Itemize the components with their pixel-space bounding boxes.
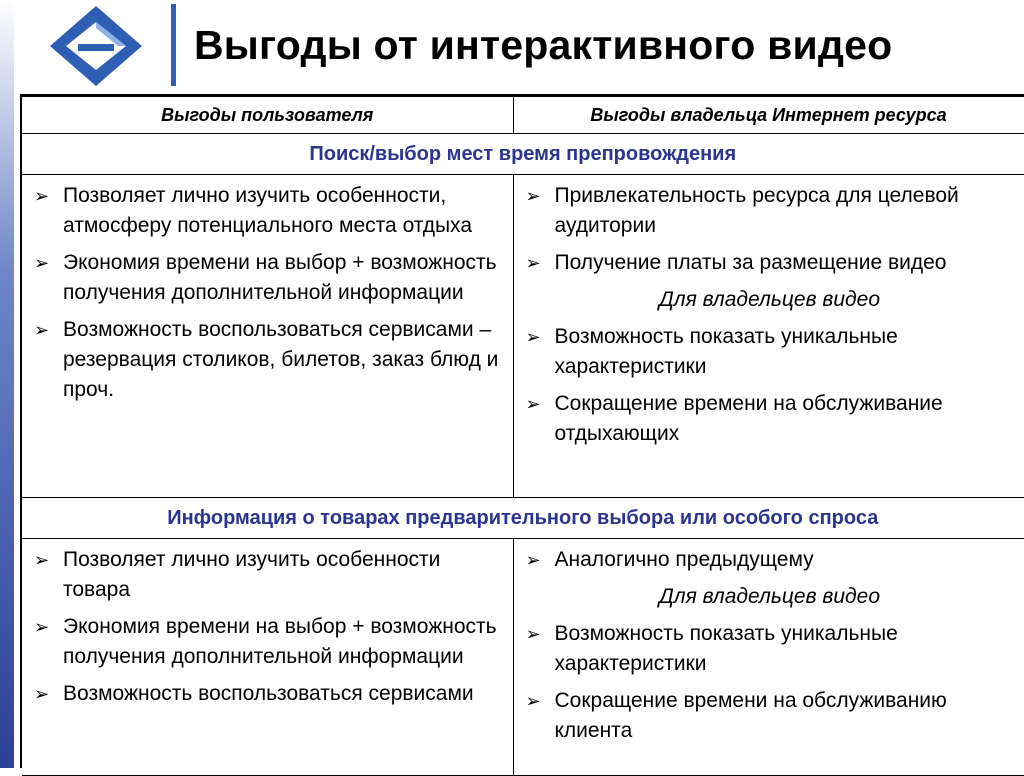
section-goods-user-cell <box>22 539 513 776</box>
arrowhead-bullet-icon: ➢ <box>34 684 50 704</box>
section-places-user-cell <box>22 175 513 498</box>
list-item: ➢ Экономия времени на выбор + возможность получения дополнительной информации <box>32 248 505 308</box>
arrowhead-bullet-icon: ➢ <box>525 691 541 711</box>
owner-subheading: Для владельцев видео <box>658 585 881 608</box>
list-item: ➢ Экономия времени на выбор + возможность получения дополнительной информации <box>32 612 505 672</box>
arrowhead-bullet-icon: ➢ <box>525 550 541 570</box>
list-item: ➢ Сокращение времени на обслуживанию клиента <box>524 686 1016 746</box>
arrowhead-bullet-icon: ➢ <box>34 253 50 273</box>
list-item: ➢ Аналогично предыдущему <box>524 545 1016 575</box>
arrowhead-bullet-icon: ➢ <box>34 550 50 570</box>
header-owner-benefits: Выгоды владельца Интернет ресурса <box>513 97 1024 134</box>
list-item: ➢ Позволяет лично изучить особенности товара <box>32 545 505 605</box>
list-item: ➢ Привлекательность ресурса для целевой аудитории <box>524 181 1016 241</box>
benefits-table <box>20 94 1024 768</box>
arrowhead-bullet-icon: ➢ <box>525 327 541 347</box>
arrowhead-bullet-icon: ➢ <box>525 186 541 206</box>
list-item: ➢ Возможность воспользоваться сервисами – резервация столиков, билетов, заказ блюд и проч. <box>32 315 505 405</box>
list-item: ➢ Возможность воспользоваться сервисами <box>32 679 505 709</box>
list-item: ➢ Возможность показать уникальные характеристики <box>524 322 1016 382</box>
list-item: ➢ Сокращение времени на обслуживание отдыхающих <box>524 389 1016 449</box>
arrowhead-bullet-icon: ➢ <box>525 394 541 414</box>
list-item: ➢ Возможность показать уникальные характеристики <box>524 619 1016 679</box>
page-title: Выгоды от интерактивного видео <box>194 22 893 68</box>
list-item: ➢ Получение платы за размещение видео <box>524 248 1016 278</box>
arrowhead-bullet-icon: ➢ <box>34 186 50 206</box>
left-gradient-band <box>0 0 14 768</box>
section-heading-places: Поиск/выбор мест время препровождения <box>22 134 1024 175</box>
arrowhead-bullet-icon: ➢ <box>34 320 50 340</box>
arrowhead-bullet-icon: ➢ <box>34 617 50 637</box>
owner-subheading: Для владельцев видео <box>658 288 881 311</box>
section-heading-goods: Информация о товарах предварительного выбора или особого спроса <box>22 498 1024 539</box>
company-logo-icon <box>48 4 144 88</box>
section-places-owner-cell <box>513 175 1024 498</box>
list-item: ➢ Позволяет лично изучить особенности, атмосферу потенциального места отдыха <box>32 181 505 241</box>
section-goods-owner-cell <box>513 539 1024 776</box>
title-accent-bar <box>171 4 176 86</box>
arrowhead-bullet-icon: ➢ <box>525 624 541 644</box>
header-user-benefits: Выгоды пользователя <box>22 97 513 134</box>
arrowhead-bullet-icon: ➢ <box>525 253 541 273</box>
